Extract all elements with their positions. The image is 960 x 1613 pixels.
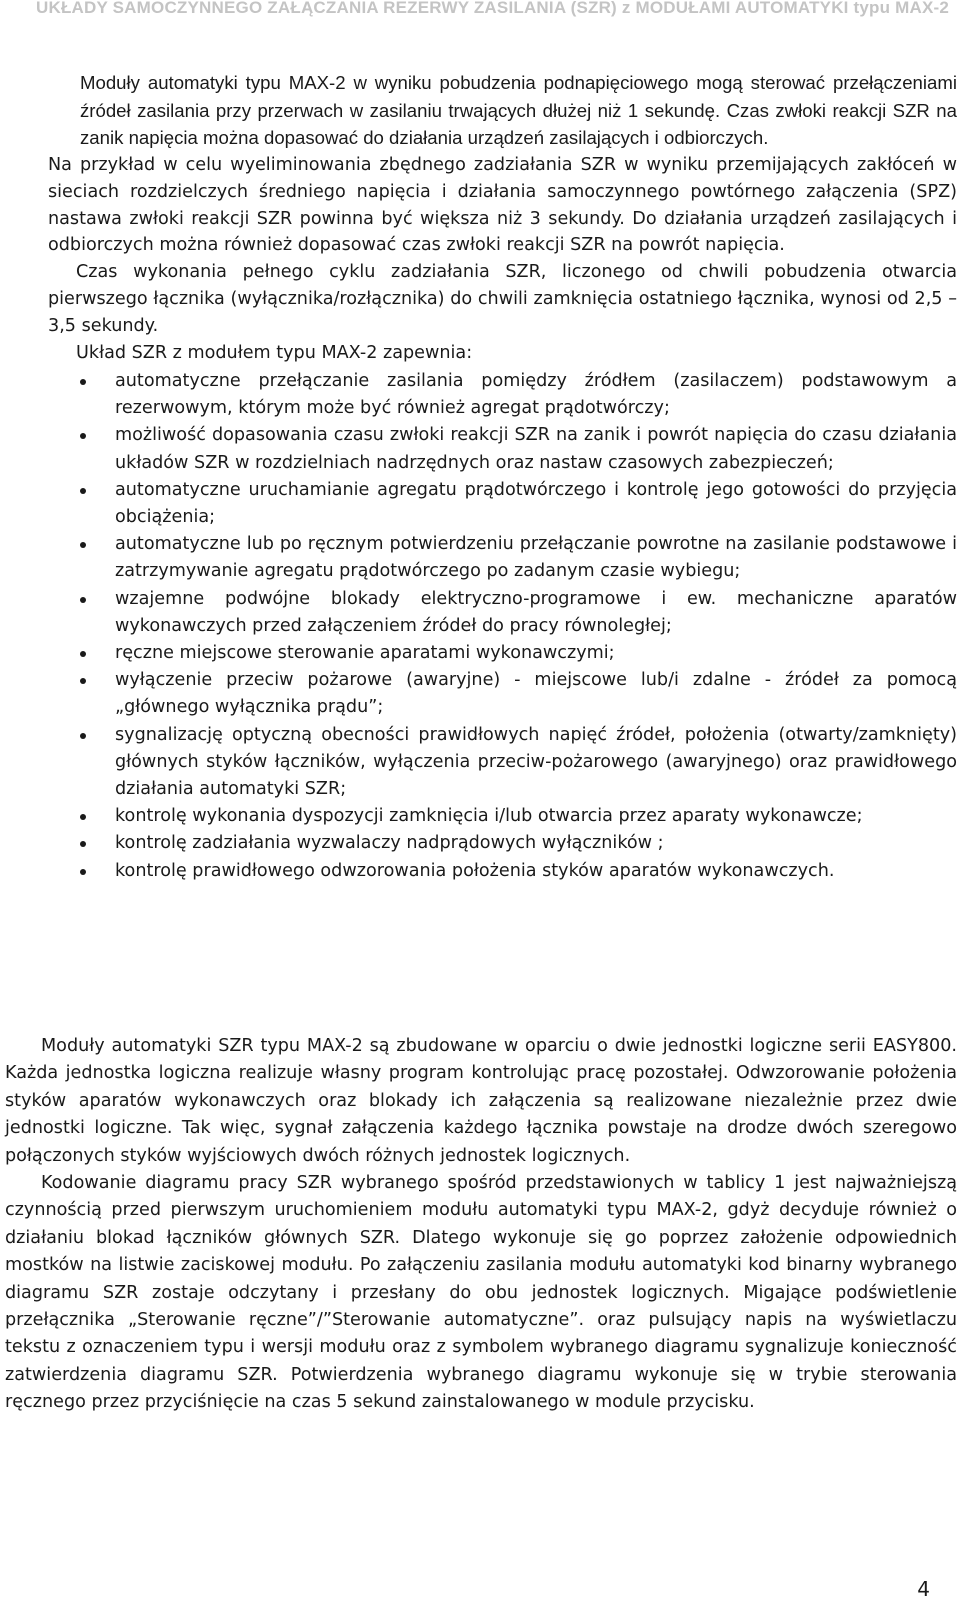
page-header (0, 0, 960, 24)
body-paragraph-4: Moduły automatyki SZR typu MAX-2 są zbudowane w oparciu o dwie jednostki logiczne serii EASY800. Każda jednostka logiczna realizuje własny program kontrolując pracę pozostałej. Odwzorowanie położenia styków aparatów wykonawczych oraz blokady ich załączenia są realizowane niezależnie przez dwie jednostki logiczne. Tak więc, sygnał załączenia każdego łącznika powstaje na drodze dwóch szeregowo połączonych styków wyjściowych dwóch różnych jednostek logicznych. (5, 1036, 957, 1166)
feature-item (48, 640, 957, 667)
page-number: 4 (917, 1577, 930, 1601)
feature-text: sygnalizację optyczną obecności prawidłowych napięć źródeł, położenia (otwarty/zamknięty) głównych styków łączników, wyłączenia przeciw-pożarowego (awaryjnego) oraz prawidłowego działania automatyki SZR; (115, 724, 957, 800)
feature-text: automatyczne przełączanie zasilania pomiędzy źródłem (zasilaczem) podstawowym a rezerwowym, którym może być również agregat prądotwórczy; (115, 371, 957, 419)
body-paragraph-5: Kodowanie diagramu pracy SZR wybranego spośród przedstawionych w tablicy 1 jest najważniejszą czynnością przed pierwszym uruchomieniem modułu automatyki typu MAX-2, gdyż decyduje również o działaniu blokad łączników głównych SZR. Dlatego wykonuje się go poprzez założenie odpowiednich mostków na listwie zaciskowej modułu. Po załączeniu zasilania modułu automatyki kod binarny wybranego diagramu SZR zostaje odczytany i przesłany do obu jednostek logicznych. Migające podświetlenie przełącznika „Sterowanie ręczne”/”Sterowanie automatyczne”. oraz pulsujący napis na wyświetlaczu tekstu z oznaczeniem typu i wersji modułu oraz z symbolem wybranego diagramu sygnalizuje konieczność zatwierdzenia diagramu SZR. Potwierdzenia wybranego diagramu wykonuje się w trybie sterowania ręcznego przez przyciśnięcie na czas 5 sekund zainstalowanego w module przycisku. (5, 1173, 957, 1413)
bullet-icon (80, 433, 86, 439)
feature-item (48, 667, 957, 721)
bullet-icon (80, 488, 86, 494)
feature-item (48, 722, 957, 804)
feature-text: wzajemne podwójne blokady elektryczno-programowe i ew. mechaniczne aparatów wykonawczych przed załączeniem źródeł do pracy równoległej; (115, 588, 957, 636)
body-section (5, 1033, 957, 1417)
intro-text-p3: Układ SZR z modułem typu MAX-2 zapewnia: (76, 342, 473, 363)
feature-item (48, 531, 957, 585)
feature-text: kontrolę prawidłowego odwzorowania położenia styków aparatów wykonawczych. (115, 860, 835, 881)
feature-item (48, 422, 957, 476)
bullet-icon (80, 597, 86, 603)
intro-text-p1b: Na przykład w celu wyeliminowania zbędnego zadziałania SZR w wyniku przemijających zakłóceń w sieciach rozdzielczych średniego napięcia i działania samoczynnego powtórnego załączenia (SPZ) nastawa zwłoki reakcji SZR powinna być większa niż 3 sekundy. Do działania urządzeń zasilających i odbiorczych można również dopasować czas zwłoki reakcji SZR na powrót napięcia. (48, 155, 957, 256)
feature-text: kontrolę zadziałania wyzwalaczy nadprądowych wyłączników ; (115, 833, 664, 854)
bullet-icon (80, 678, 86, 684)
feature-item (48, 477, 957, 531)
intro-text-p2: Czas wykonania pełnego cyklu zadziałania SZR, liczonego od chwili pobudzenia otwarcia pierwszego łącznika (wyłącznika/rozłącznika) do chwili zamknięcia ostatniego łącznika, wynosi od 2,5 – 3,5 sekundy. (48, 262, 957, 336)
feature-item (48, 586, 957, 640)
feature-text: ręczne miejscowe sterowanie aparatami wykonawczymi; (115, 643, 615, 664)
feature-text: kontrolę wykonania dyspozycji zamknięcia i/lub otwarcia przez aparaty wykonawcze; (115, 806, 863, 827)
bullet-icon (80, 542, 86, 548)
document-title: UKŁADY SAMOCZYNNEGO ZAŁĄCZANIA REZERWY ZASILANIA (SZR) z MODUŁAMI AUTOMATYKI typu MAX-2 (36, 0, 950, 17)
feature-item (48, 858, 957, 885)
features-list (48, 368, 957, 885)
feature-text: automatyczne lub po ręcznym potwierdzeniu przełączanie powrotne na zasilanie podstawowe i zatrzymywanie agregatu prądotwórczego po zadanym czasie wybiegu; (115, 534, 957, 582)
feature-text: możliwość dopasowania czasu zwłoki reakcji SZR na zanik i powrót napięcia do czasu działania układów SZR w rozdzielniach nadrzędnych oraz nastaw czasowych zabezpieczeń; (115, 425, 957, 473)
intro-paragraph-1 (80, 69, 957, 152)
bullet-icon (80, 841, 86, 847)
bullet-icon (80, 733, 86, 739)
intro-text-p1: Moduły automatyki typu MAX-2 w wyniku pobudzenia podnapięciowego mogą sterować przełączeniami źródeł zasilania przy przerwach w zasilaniu trwających dłużej niż 1 sekundę. Czas zwłoki reakcji SZR na zanik napięcia można dopasować do działania urządzeń zasilających i odbiorczych. (80, 72, 957, 148)
feature-text: automatyczne uruchamianie agregatu prądotwórczego i kontrolę jego gotowości do przyjęcia obciążenia; (115, 479, 957, 528)
intro-body (48, 152, 957, 366)
bullet-icon (80, 651, 86, 657)
feature-text: wyłączenie przeciw pożarowe (awaryjne) - miejscowe lub/i zdalne - źródeł za pomocą „głównego wyłącznika prądu”; (115, 670, 957, 718)
feature-item (48, 830, 957, 857)
bullet-icon (80, 379, 86, 385)
bullet-icon (80, 869, 86, 875)
feature-item (48, 803, 957, 830)
feature-item (48, 368, 957, 422)
bullet-icon (80, 814, 86, 820)
